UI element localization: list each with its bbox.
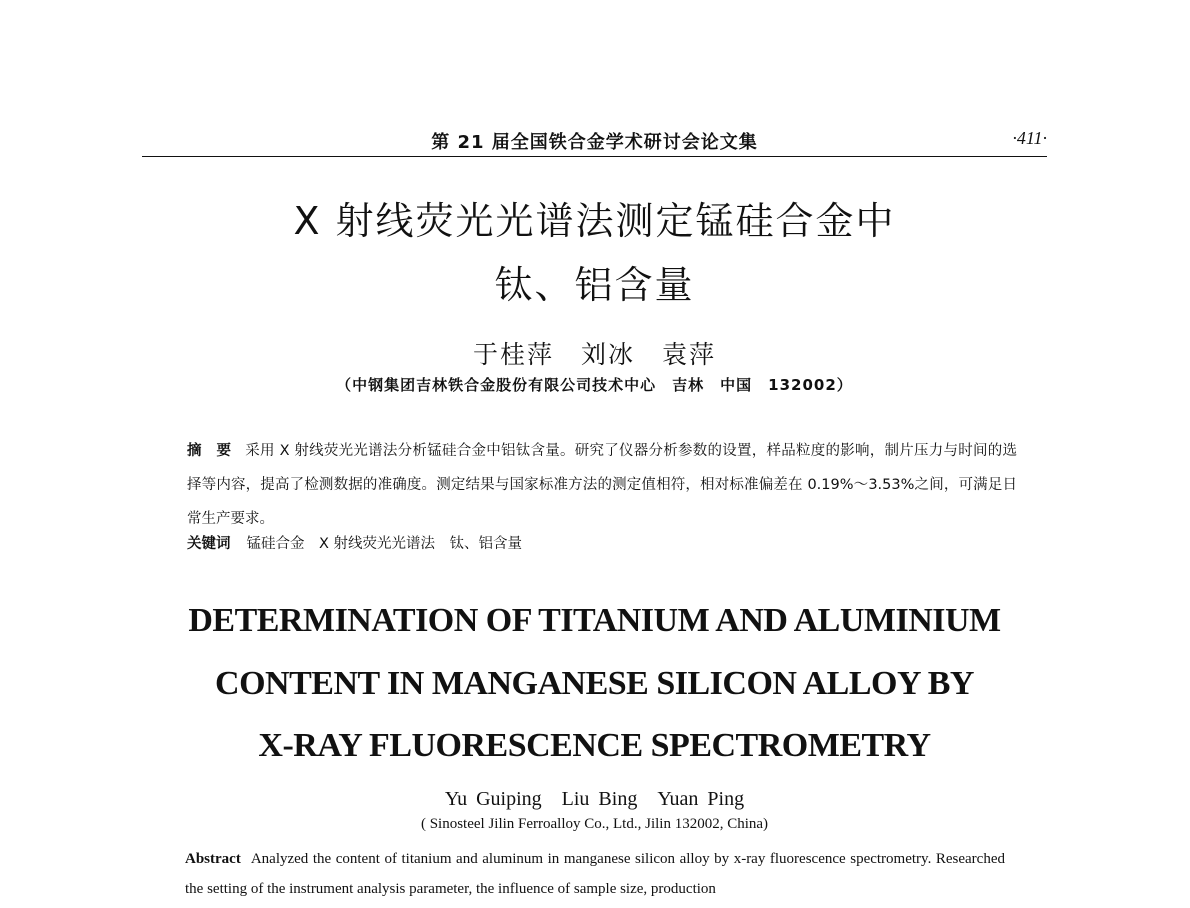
en-title-line-2: CONTENT IN MANGANESE SILICON ALLOY BY — [215, 665, 974, 702]
cn-title-line-1: X 射线荧光光谱法测定锰硅合金中 — [293, 199, 896, 243]
running-header — [142, 126, 1047, 157]
proceedings-title: 第 21 届全国铁合金学术研讨会论文集 — [431, 132, 758, 153]
cn-keywords — [187, 530, 1017, 558]
en-abstract — [185, 844, 1005, 904]
cn-authors: 于桂萍 刘冰 袁萍 — [472, 340, 716, 369]
cn-keywords-label: 关键词 — [187, 536, 231, 552]
cn-abstract — [187, 434, 1017, 536]
en-abstract-label: Abstract — [185, 851, 241, 867]
en-abstract-text: Analyzed the content of titanium and aluminum in manganese silicon alloy by x-ray fluorescence spectrometry. Researched the setting of the instrument analysis parameter, the influence of sample size, production — [185, 851, 1005, 897]
en-title-line-3: X-RAY FLUORESCENCE SPECTROMETRY — [258, 727, 931, 764]
cn-affiliation: （中钢集团吉林铁合金股份有限公司技术中心 吉林 中国 132002） — [336, 376, 853, 394]
cn-keywords-text: 锰硅合金 X 射线荧光光谱法 钛、铝含量 — [246, 536, 523, 552]
page-number: ·411· — [1012, 128, 1047, 148]
en-title-line-1: DETERMINATION OF TITANIUM AND ALUMINIUM — [188, 602, 1001, 639]
en-authors: Yu Guiping Liu Bing Yuan Ping — [444, 788, 745, 810]
cn-abstract-text: 采用 X 射线荧光光谱法分析锰硅合金中铝钛含量。研究了仪器分析参数的设置，样品粒度的影响，制片压力与时间的选择等内容，提高了检测数据的准确度。测定结果与国家标准方法的测定值相符，相对标准偏差在 0.19%～3.53%之间，可满足日常生产要求。 — [187, 443, 1018, 527]
en-affiliation: ( Sinosteel Jilin Ferroalloy Co., Ltd., Jilin 132002, China) — [420, 816, 769, 832]
cn-title-line-2: 钛、铝含量 — [494, 263, 695, 307]
cn-abstract-label: 摘 要 — [187, 443, 232, 459]
